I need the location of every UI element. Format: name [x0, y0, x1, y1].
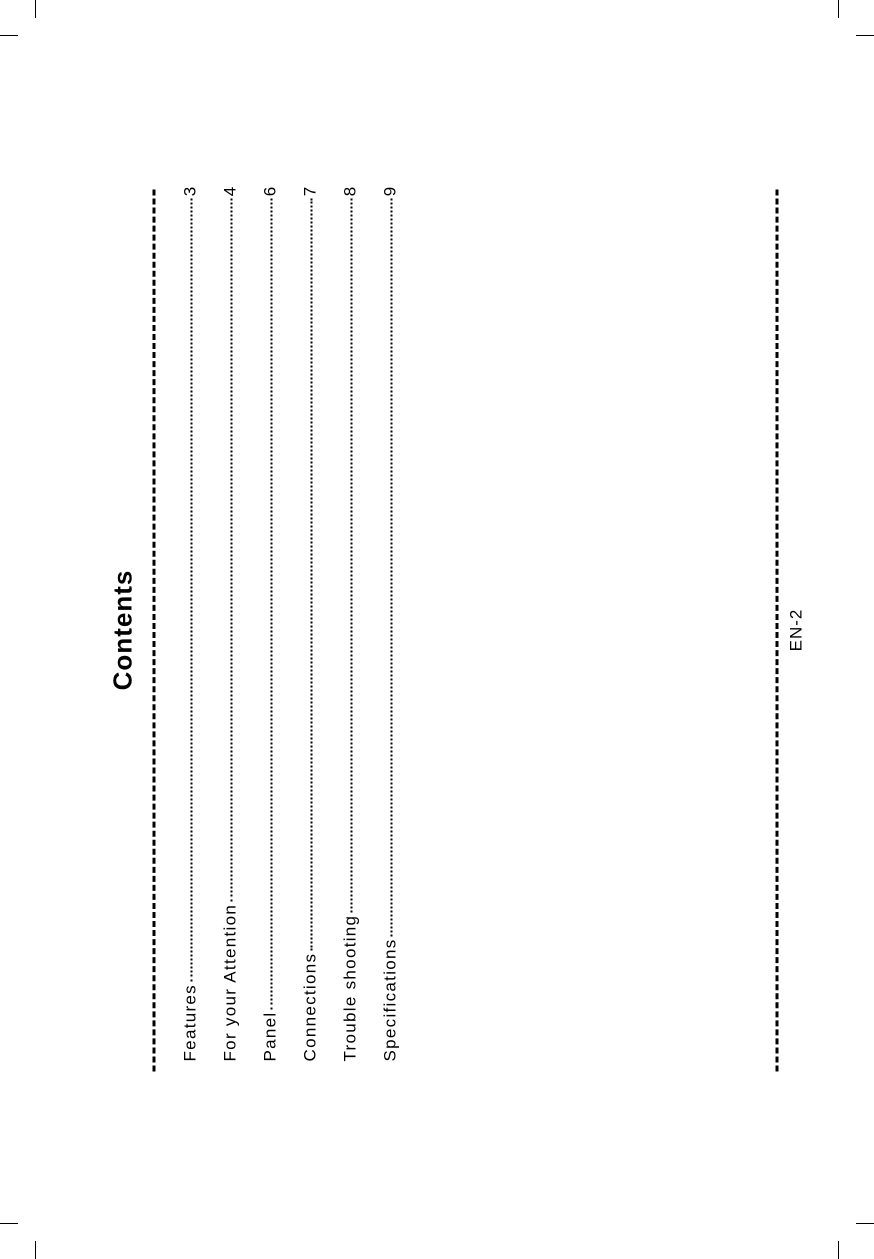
toc-page-number: 3: [180, 185, 199, 196]
dot-leader: [390, 198, 392, 936]
toc-label: Features: [180, 983, 199, 1061]
dot-leader: [310, 198, 312, 950]
toc-page-number: 4: [220, 185, 239, 196]
toc-page-number: 6: [260, 185, 279, 196]
toc-item-for-your-attention[interactable]: [220, 185, 260, 1061]
toc-label: Panel: [260, 1011, 279, 1061]
bottom-dashed-rule: [775, 189, 778, 1071]
toc-item-features[interactable]: [180, 185, 220, 1061]
toc-page-number: 8: [340, 185, 359, 196]
toc-label: For your Attention: [220, 903, 239, 1061]
top-dashed-rule: [152, 189, 155, 1071]
dot-leader: [230, 198, 232, 902]
toc-label: Trouble shooting: [340, 914, 359, 1061]
page-number-footer: EN-2: [786, 608, 805, 651]
dot-leader: [270, 198, 272, 1009]
toc-item-specifications[interactable]: [380, 185, 420, 1061]
dot-leader: [190, 198, 192, 982]
toc-label: Connections: [300, 952, 319, 1061]
toc-item-panel[interactable]: [260, 185, 300, 1061]
toc-page-number: 9: [380, 185, 399, 196]
dot-leader: [350, 198, 352, 912]
toc-item-trouble-shooting[interactable]: [340, 185, 380, 1061]
toc-page-number: 7: [300, 185, 319, 196]
toc-item-connections[interactable]: [300, 185, 340, 1061]
page-title: Contents: [107, 569, 137, 690]
toc-label: Specifications: [380, 937, 399, 1061]
table-of-contents: [180, 185, 420, 1061]
